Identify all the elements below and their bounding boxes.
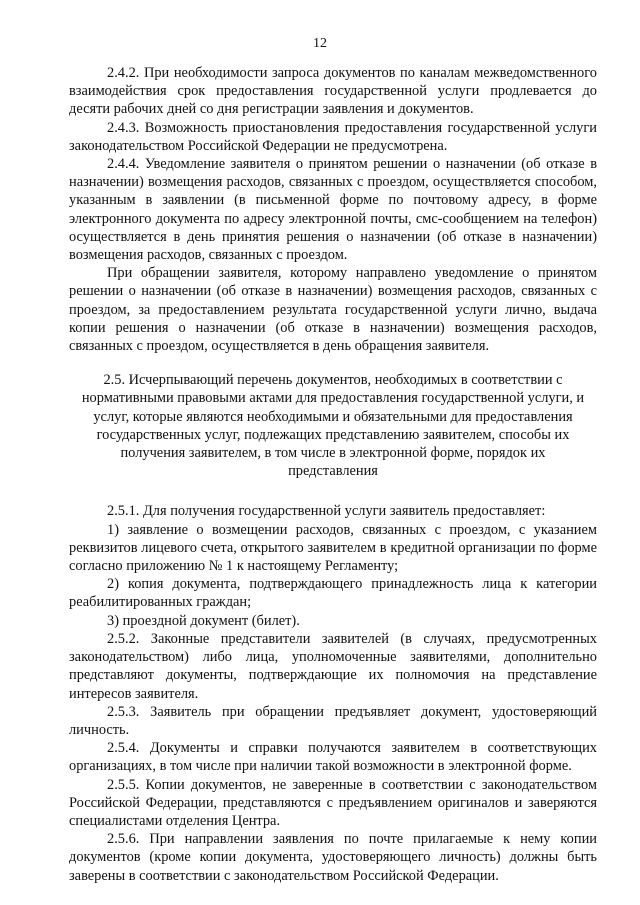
paragraph-2-4-2: 2.4.2. При необходимости запроса документов по каналам межведомственного взаимодействия срок предоставления государственной услуги продлевается до десяти рабочих дней со дня регистрации заявления и документов.	[69, 65, 597, 118]
paragraph-2-5-1: 2.5.1. Для получения государственной услуги заявитель предоставляет:	[107, 503, 546, 520]
page-number: 12	[313, 36, 327, 51]
section-heading-line: услуг, которые являются необходимыми и обязательными для предоставления	[93, 408, 573, 425]
section-heading-line: государственных услуг, подлежащих представлению заявителем, способы их	[96, 426, 570, 443]
section-heading-2-5	[69, 371, 597, 480]
section-heading-line: получения заявителем, в том числе в электронной форме, порядок их	[120, 445, 546, 462]
list-item-document-copy: 2) копия документа, подтверждающего принадлежность лица к категории реабилитированных граждан;	[69, 576, 597, 611]
list-item-application: 1) заявление о возмещении расходов, связанных с проездом, с указанием реквизитов лицевого счета, открытого заявителем в кредитной организации по форме согласно приложению № 1 к настоящему Регламенту;	[69, 521, 597, 575]
section-heading-line: нормативными правовыми актами для предоставления государственной услуги, и	[81, 390, 585, 407]
paragraph-2-4-3: 2.4.3. Возможность приостановления предоставления государственной услуги законодательством Российской Федерации не предусмотрена.	[69, 119, 597, 154]
paragraph-personal-request: При обращении заявителя, которому направлено уведомление о принятом решении о назначении (об отказе в назначении) возмещения расходов, связанных с проездом, за предоставлением результата государственной услуги лично, выдача копии решения о назначении (об отказе в назначении) возмещения расходов, связанных с проездом, осуществляется в день обращения заявителя.	[69, 265, 597, 355]
paragraph-2-5-2: 2.5.2. Законные представители заявителей (в случаях, предусмотренных законодательством) либо лица, уполномоченные заявителями, дополнительно представляют документы, подтверждающие их полномочия на представление интересов заявителя.	[69, 630, 597, 702]
list-item-ticket: 3) проездной документ (билет).	[107, 612, 300, 629]
document-body	[69, 64, 597, 885]
section-heading-line: 2.5. Исчерпывающий перечень документов, необходимых в соответствии с	[103, 372, 563, 389]
paragraph-2-4-4: 2.4.4. Уведомление заявителя о принятом решении о назначении (об отказе в назначении) возмещения расходов, связанных с проездом, осуществляется способом, указанным в заявлении (в письменной форме по почтовому адресу, в форме электронного документа по адресу электронной почты, смс-сообщением на телефон) осуществляется в день принятия решения о назначении (об отказе в назначении) возмещения расходов, связанных с проездом.	[69, 156, 597, 264]
paragraph-2-5-3: 2.5.3. Заявитель при обращении предъявляет документ, удостоверяющий личность.	[69, 703, 597, 738]
paragraph-2-5-5: 2.5.5. Копии документов, не заверенные в соответствии с законодательством Российской Федерации, представляются с предъявлением оригиналов и заверяются специалистами отделения Центра.	[69, 776, 597, 829]
section-heading-line: представления	[288, 463, 378, 480]
paragraph-2-5-6: 2.5.6. При направлении заявления по почте прилагаемые к нему копии документов (кроме копии документа, удостоверяющего личность) должны быть заверены в соответствии с законодательством Российской Федерации.	[69, 831, 597, 884]
paragraph-2-5-4: 2.5.4. Документы и справки получаются заявителем в соответствующих организациях, в том числе при наличии такой возможности в электронной форме.	[69, 740, 597, 775]
